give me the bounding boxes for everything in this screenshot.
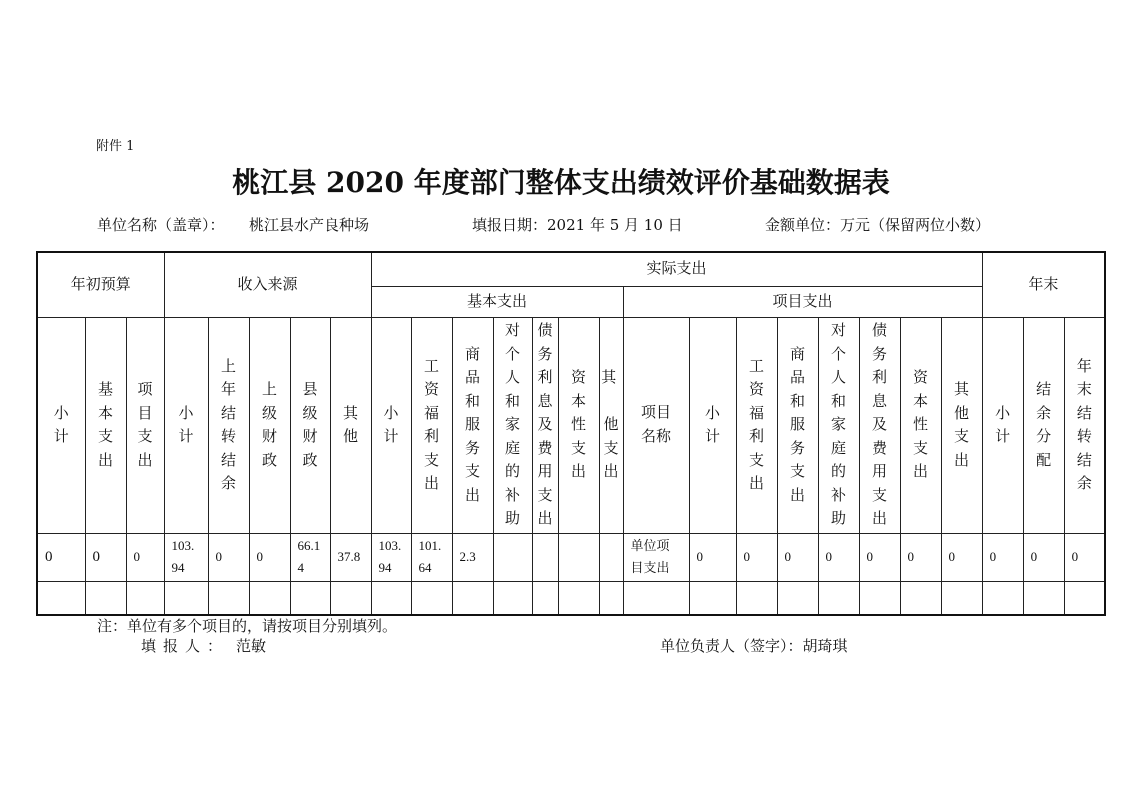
cell-project-goods-services bbox=[777, 533, 818, 581]
cell-income-superior-finance bbox=[249, 533, 290, 581]
col-header-yearend-surplus-distribution bbox=[1023, 317, 1064, 533]
group-header-project: 项目支出 bbox=[623, 286, 982, 317]
document-title: 桃江县 2020 年度部门整体支出绩效评价基础数据表 bbox=[232, 166, 890, 199]
cell-income-prior-carryover bbox=[208, 533, 249, 581]
blank-cell-project-name bbox=[623, 581, 689, 615]
blank-cell-basic-subtotal bbox=[371, 581, 411, 615]
value-yearend-subtotal: 0 bbox=[989, 549, 997, 564]
col-label-budget-basic: 基本支出 bbox=[97, 381, 113, 469]
blank-cell-project-capital bbox=[900, 581, 941, 615]
value-yearend-carryover: 0 bbox=[1071, 549, 1079, 564]
col-label-basic-family-subsidy: 对个人和家庭的补助 bbox=[505, 322, 521, 528]
value-project-subtotal: 0 bbox=[696, 549, 704, 564]
value-project-goods-services: 0 bbox=[784, 549, 792, 564]
col-label-income-county-finance: 县级财政 bbox=[302, 381, 318, 469]
blank-cell-project-other bbox=[941, 581, 982, 615]
table-note: 注：单位有多个项目的，请按项目分别填列。 bbox=[97, 617, 398, 635]
blank-cell-budget-basic bbox=[85, 581, 126, 615]
value-basic-goods-services: 2.3 bbox=[459, 549, 476, 564]
cell-yearend-carryover bbox=[1064, 533, 1105, 581]
col-label-basic-goods-services: 商品和服务支出 bbox=[465, 345, 481, 504]
cell-yearend-surplus-distribution bbox=[1023, 533, 1064, 581]
blank-cell-yearend-subtotal bbox=[982, 581, 1023, 615]
group-header-yearend: 年末 bbox=[982, 252, 1105, 317]
group-header-budget: 年初预算 bbox=[37, 252, 164, 317]
amount-unit: 金额单位：万元（保留两位小数） bbox=[765, 216, 991, 234]
value-budget-subtotal: 0 bbox=[45, 549, 53, 565]
blank-cell-basic-goods-services bbox=[452, 581, 493, 615]
filler-label: 填报人： bbox=[141, 637, 230, 655]
col-label-basic-wages: 工资福利支出 bbox=[424, 357, 440, 492]
col-label-income-other: 其他 bbox=[343, 404, 359, 445]
cell-project-capital bbox=[900, 533, 941, 581]
col-header-project-family-subsidy bbox=[818, 317, 859, 533]
col-label-project-subtotal: 小计 bbox=[705, 404, 721, 445]
cell-project-other bbox=[941, 533, 982, 581]
col-header-basic-other bbox=[599, 317, 623, 533]
col-label-yearend-surplus-distribution: 结余分配 bbox=[1036, 381, 1052, 469]
col-header-income-county-finance bbox=[290, 317, 330, 533]
col-header-project-capital bbox=[900, 317, 941, 533]
header-row-columns bbox=[37, 317, 1105, 533]
value-project-debt-interest: 0 bbox=[866, 549, 874, 564]
blank-cell-basic-wages bbox=[411, 581, 452, 615]
col-header-basic-subtotal bbox=[371, 317, 411, 533]
col-header-basic-debt-interest bbox=[532, 317, 558, 533]
col-label-project-name: 项目名称 bbox=[641, 404, 672, 445]
col-header-income-superior-finance bbox=[249, 317, 290, 533]
blank-cell-basic-other bbox=[599, 581, 623, 615]
col-label-basic-debt-interest: 债务利息及费用支出 bbox=[537, 322, 553, 528]
blank-cell-income-county-finance bbox=[290, 581, 330, 615]
blank-cell-project-goods-services bbox=[777, 581, 818, 615]
filler-name: 范敏 bbox=[236, 637, 267, 655]
cell-project-wages bbox=[736, 533, 777, 581]
value-budget-project: 0 bbox=[133, 549, 140, 564]
col-label-yearend-carryover: 年末结转结余 bbox=[1076, 357, 1092, 492]
unit-name-value: 桃江县水产良种场 bbox=[249, 216, 370, 234]
col-label-budget-project: 项目支出 bbox=[137, 381, 153, 469]
cell-budget-subtotal bbox=[37, 533, 85, 581]
col-label-project-goods-services: 商品和服务支出 bbox=[790, 345, 806, 504]
col-header-income-subtotal bbox=[164, 317, 208, 533]
col-header-project-wages bbox=[736, 317, 777, 533]
col-header-project-name bbox=[623, 317, 689, 533]
value-project-name: 单位项目支出 bbox=[630, 538, 670, 575]
attachment-label: 附件 1 bbox=[96, 139, 135, 154]
value-project-other: 0 bbox=[948, 549, 956, 564]
unit-head-signature bbox=[660, 637, 848, 655]
cell-basic-family-subsidy bbox=[493, 533, 532, 581]
blank-cell-income-subtotal bbox=[164, 581, 208, 615]
col-header-basic-wages bbox=[411, 317, 452, 533]
col-header-basic-goods-services bbox=[452, 317, 493, 533]
blank-cell-basic-debt-interest bbox=[532, 581, 558, 615]
col-label-basic-capital: 资本性支出 bbox=[571, 369, 587, 481]
col-header-project-other bbox=[941, 317, 982, 533]
col-header-project-debt-interest bbox=[859, 317, 900, 533]
unit-name-label: 单位名称（盖章）： bbox=[97, 216, 225, 234]
col-header-yearend-subtotal bbox=[982, 317, 1023, 533]
unit-head-label: 单位负责人（签字）： bbox=[660, 637, 803, 655]
cell-project-debt-interest bbox=[859, 533, 900, 581]
col-header-project-goods-services bbox=[777, 317, 818, 533]
value-income-prior-carryover: 0 bbox=[215, 549, 223, 564]
col-header-income-other bbox=[330, 317, 371, 533]
cell-basic-subtotal bbox=[371, 533, 411, 581]
cell-basic-goods-services bbox=[452, 533, 493, 581]
value-income-subtotal: 103.94 bbox=[171, 538, 195, 575]
group-header-income: 收入来源 bbox=[164, 252, 371, 317]
col-label-project-debt-interest: 债务利息及费用支出 bbox=[872, 322, 888, 528]
blank-cell-budget-subtotal bbox=[37, 581, 85, 615]
cell-project-name bbox=[623, 533, 689, 581]
blank-cell-income-other bbox=[330, 581, 371, 615]
value-yearend-surplus-distribution: 0 bbox=[1030, 549, 1038, 564]
cell-budget-basic bbox=[85, 533, 126, 581]
col-header-basic-capital bbox=[558, 317, 599, 533]
col-label-budget-subtotal: 小计 bbox=[53, 404, 69, 445]
blank-cell-basic-family-subsidy bbox=[493, 581, 532, 615]
cell-basic-debt-interest bbox=[532, 533, 558, 581]
cell-income-subtotal bbox=[164, 533, 208, 581]
value-project-capital: 0 bbox=[907, 549, 915, 564]
blank-cell-project-wages bbox=[736, 581, 777, 615]
header-row-groups bbox=[37, 252, 1105, 286]
col-header-basic-family-subsidy bbox=[493, 317, 532, 533]
cell-basic-wages bbox=[411, 533, 452, 581]
value-income-county-finance: 66.14 bbox=[297, 538, 321, 575]
data-table bbox=[36, 251, 1106, 616]
blank-cell-project-debt-interest bbox=[859, 581, 900, 615]
table-row-blank bbox=[37, 581, 1105, 615]
col-header-project-subtotal bbox=[689, 317, 736, 533]
blank-cell-project-family-subsidy bbox=[818, 581, 859, 615]
cell-project-subtotal bbox=[689, 533, 736, 581]
value-income-superior-finance: 0 bbox=[256, 549, 264, 564]
col-header-budget-subtotal bbox=[37, 317, 85, 533]
blank-cell-yearend-surplus-distribution bbox=[1023, 581, 1064, 615]
value-basic-subtotal: 103.94 bbox=[378, 538, 402, 575]
value-budget-basic: 0 bbox=[92, 549, 100, 565]
col-label-project-other: 其他支出 bbox=[954, 381, 970, 469]
col-label-income-prior-carryover: 上年结转结余 bbox=[221, 357, 237, 492]
col-header-yearend-carryover bbox=[1064, 317, 1105, 533]
col-label-basic-subtotal: 小计 bbox=[383, 404, 399, 445]
col-header-budget-basic bbox=[85, 317, 126, 533]
cell-income-other bbox=[330, 533, 371, 581]
col-label-income-superior-finance: 上级财政 bbox=[262, 381, 278, 469]
blank-cell-income-superior-finance bbox=[249, 581, 290, 615]
cell-project-family-subsidy bbox=[818, 533, 859, 581]
blank-cell-basic-capital bbox=[558, 581, 599, 615]
group-header-actual: 实际支出 bbox=[371, 252, 982, 286]
col-header-income-prior-carryover bbox=[208, 317, 249, 533]
unit-head-name: 胡琦琪 bbox=[802, 637, 848, 655]
table-row bbox=[37, 533, 1105, 581]
value-income-other: 37.8 bbox=[337, 549, 361, 564]
value-project-wages: 0 bbox=[743, 549, 751, 564]
cell-income-county-finance bbox=[290, 533, 330, 581]
value-basic-wages: 101.64 bbox=[418, 538, 442, 575]
blank-cell-yearend-carryover bbox=[1064, 581, 1105, 615]
cell-budget-project bbox=[126, 533, 164, 581]
col-label-project-family-subsidy: 对个人和家庭的补助 bbox=[831, 322, 847, 528]
col-label-basic-other: 其他支出 bbox=[601, 369, 619, 481]
blank-cell-project-subtotal bbox=[689, 581, 736, 615]
cell-basic-other bbox=[599, 533, 623, 581]
col-label-project-wages: 工资福利支出 bbox=[749, 357, 765, 492]
col-header-budget-project bbox=[126, 317, 164, 533]
col-label-income-subtotal: 小计 bbox=[178, 404, 194, 445]
value-project-family-subsidy: 0 bbox=[825, 549, 833, 564]
cell-basic-capital bbox=[558, 533, 599, 581]
fill-date: 填报日期：2021 年 5 月 10 日 bbox=[472, 216, 683, 234]
col-label-project-capital: 资本性支出 bbox=[913, 369, 929, 481]
col-label-yearend-subtotal: 小计 bbox=[995, 404, 1011, 445]
group-header-basic: 基本支出 bbox=[371, 286, 623, 317]
blank-cell-income-prior-carryover bbox=[208, 581, 249, 615]
blank-cell-budget-project bbox=[126, 581, 164, 615]
cell-yearend-subtotal bbox=[982, 533, 1023, 581]
